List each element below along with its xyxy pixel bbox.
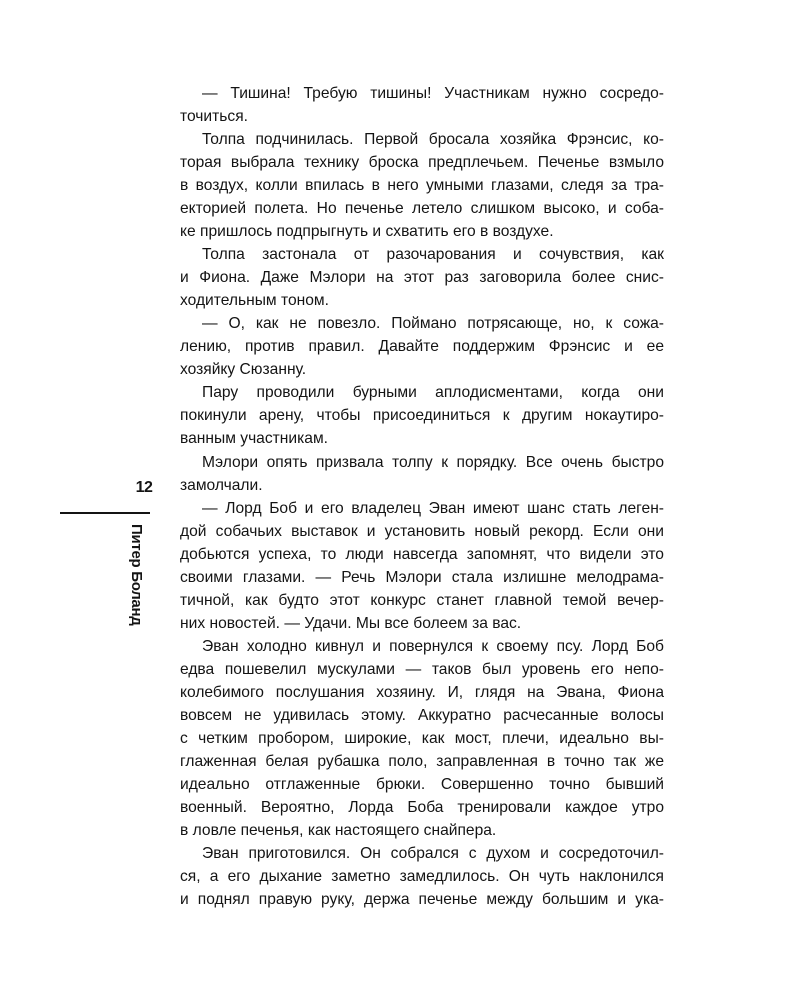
text-line: в воздух, колли впилась в него умными глазами, следя за тра- (180, 177, 664, 195)
text-line: Мэлори опять призвала толпу к порядку. Все очень быстро (202, 453, 664, 471)
text-line: колебимого послушания хозяину. И, глядя на Эвана, Фиона (180, 683, 664, 701)
margin-rule (60, 512, 150, 514)
text-line: своими глазами. — Речь Мэлори стала излишне мелодрама- (180, 568, 664, 586)
text-line: точиться. (180, 108, 248, 126)
text-line: военный. Вероятно, Лорда Боба тренировали каждое утро (180, 798, 664, 816)
text-line: лению, против правил. Давайте поддержим Фрэнсис и ее (180, 338, 664, 356)
text-line: ся, а его дыхание заметно замедлилось. Он чуть наклонился (180, 868, 664, 886)
text-line: ходительным тоном. (180, 292, 329, 310)
text-line: — О, как не повезло. Поймано потрясающе, но, к сожа- (202, 315, 664, 333)
page-number: 12 (135, 479, 153, 496)
text-line: — Лорд Боб и его владелец Эван имеют шанс стать леген- (202, 499, 664, 517)
running-head: Питер Боланд (128, 524, 145, 626)
text-line: глаженная белая рубашка поло, заправленная в точно так же (180, 752, 664, 770)
text-line: Толпа застонала от разочарования и сочувствия, как (202, 246, 664, 264)
text-line: ке пришлось подпрыгнуть и схватить его в воздухе. (180, 223, 554, 241)
text-line: Эван приготовился. Он собрался с духом и сосредоточил- (202, 845, 664, 863)
text-line: с четким пробором, широкие, как мост, плечи, идеально вы- (180, 729, 664, 747)
text-line: покинули арену, чтобы присоединиться к другим нокаутиро- (180, 407, 664, 425)
text-line: добьются успеха, то люди навсегда запомнят, что видели это (180, 545, 664, 563)
text-line: торая выбрала технику броска предплечьем. Печенье взмыло (180, 154, 664, 172)
text-line: и Фиона. Даже Мэлори на этот раз заговорила более снис- (180, 269, 664, 287)
text-line: замолчали. (180, 476, 263, 494)
text-line: Пару проводили бурными аплодисментами, когда они (202, 384, 664, 402)
text-line: тичной, как будто этот конкурс станет главной темой вечер- (180, 591, 664, 609)
text-line: Толпа подчинилась. Первой бросала хозяйка Фрэнсис, ко- (202, 131, 664, 149)
text-line: едва пошевелил мускулами — таков был уровень его непо- (180, 660, 664, 678)
text-line: в ловле печенья, как настоящего снайпера. (180, 822, 497, 839)
text-line: — Тишина! Требую тишины! Участникам нужно сосредо- (202, 85, 664, 102)
text-line: и поднял правую руку, держа печенье между большим и ука- (180, 891, 664, 909)
text-line: дой собачьих выставок и установить новый рекорд. Если они (180, 522, 664, 540)
text-line: идеально отглаженные брюки. Совершенно точно бывший (180, 775, 664, 793)
text-block (180, 82, 664, 911)
text-line: Эван холодно кивнул и повернулся к своему псу. Лорд Боб (202, 637, 664, 655)
text-line: хозяйку Сюзанну. (180, 361, 307, 379)
text-line: них новостей. — Удачи. Мы все болеем за вас. (180, 614, 522, 632)
text-line: вовсем не удивилась этому. Аккуратно расчесанные волосы (180, 706, 664, 724)
text-line: екторией полета. Но печенье летело слишком высоко, и соба- (180, 200, 664, 218)
text-line: ванным участникам. (180, 430, 329, 448)
